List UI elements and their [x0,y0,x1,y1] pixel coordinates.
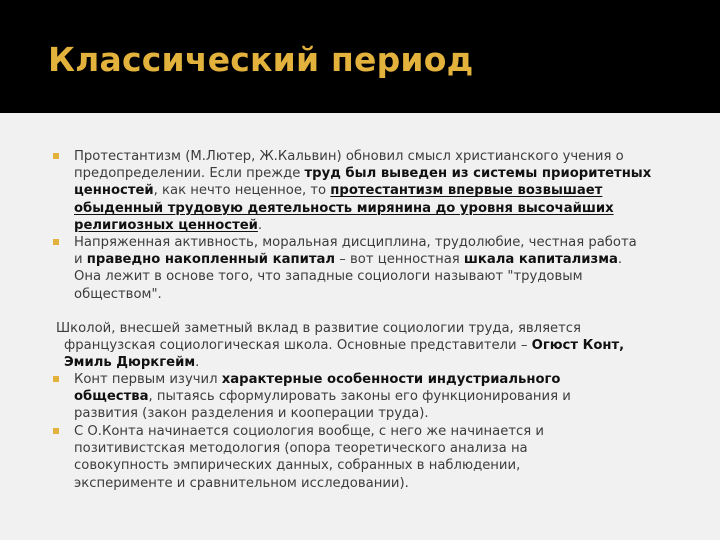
text-run: . Она лежит в основе того, что западные социологи называют "трудовым обществом". [74,252,623,302]
bullet-marker [53,376,59,382]
text-run: Школой, внесшей заметный вклад в развитие социологии труда, является французская социологическая школа. Основные представители – [56,321,581,354]
bold-text-run: шкала капитализма [463,252,618,268]
bullet-text [74,234,649,303]
underlined-bold-text-run: протестантизм впервые возвышает обыденный трудовую деятельность мирянина до уровня высочайших религиозных ценностей [74,183,614,233]
text-run: Протестантизм (М.Лютер, Ж.Кальвин) обновил смысл христианского учения о предопределении. Если прежде [74,149,624,182]
title-bar [0,0,720,113]
bullet-marker [53,153,59,159]
text-run: Напряженная активность, моральная дисциплина, трудолюбие, честная работа и [74,235,637,268]
text-run: Конт первым изучил [74,372,222,387]
bold-text-run: праведно накопленный капитал [86,252,336,268]
text-run: С О.Конта начинается социология вообще, с него же начинается и позитивистская методология (опора теоретического анализа на совокупность эмпирических данных, собранных в наблюдении, эксперименте и сравнительном исследовании). [74,424,544,491]
text-run: . [257,217,263,233]
bullet-text [74,423,604,492]
slide-title: Классический период [48,40,474,79]
text-run: – вот ценностная [335,252,464,268]
school-paragraph [56,320,654,372]
bullet-marker [53,239,59,245]
text-run: . [195,355,200,371]
bullet-text [74,371,604,423]
bullet-text [74,148,663,234]
text-run: , пытаясь сформулировать законы его функционирования и развития (закон разделения и кооперации труда). [74,389,571,422]
bullet-marker [53,428,59,434]
slide-content [0,113,720,540]
text-run: , как нечто неценное, то [153,183,331,199]
bold-text-run: Огюст Конт, Эмиль Дюркгейм [64,338,625,371]
bold-text-run: труд был выведен из системы приоритетных ценностей [74,166,652,199]
bold-text-run: характерные особенности индустриального общества [74,372,561,405]
